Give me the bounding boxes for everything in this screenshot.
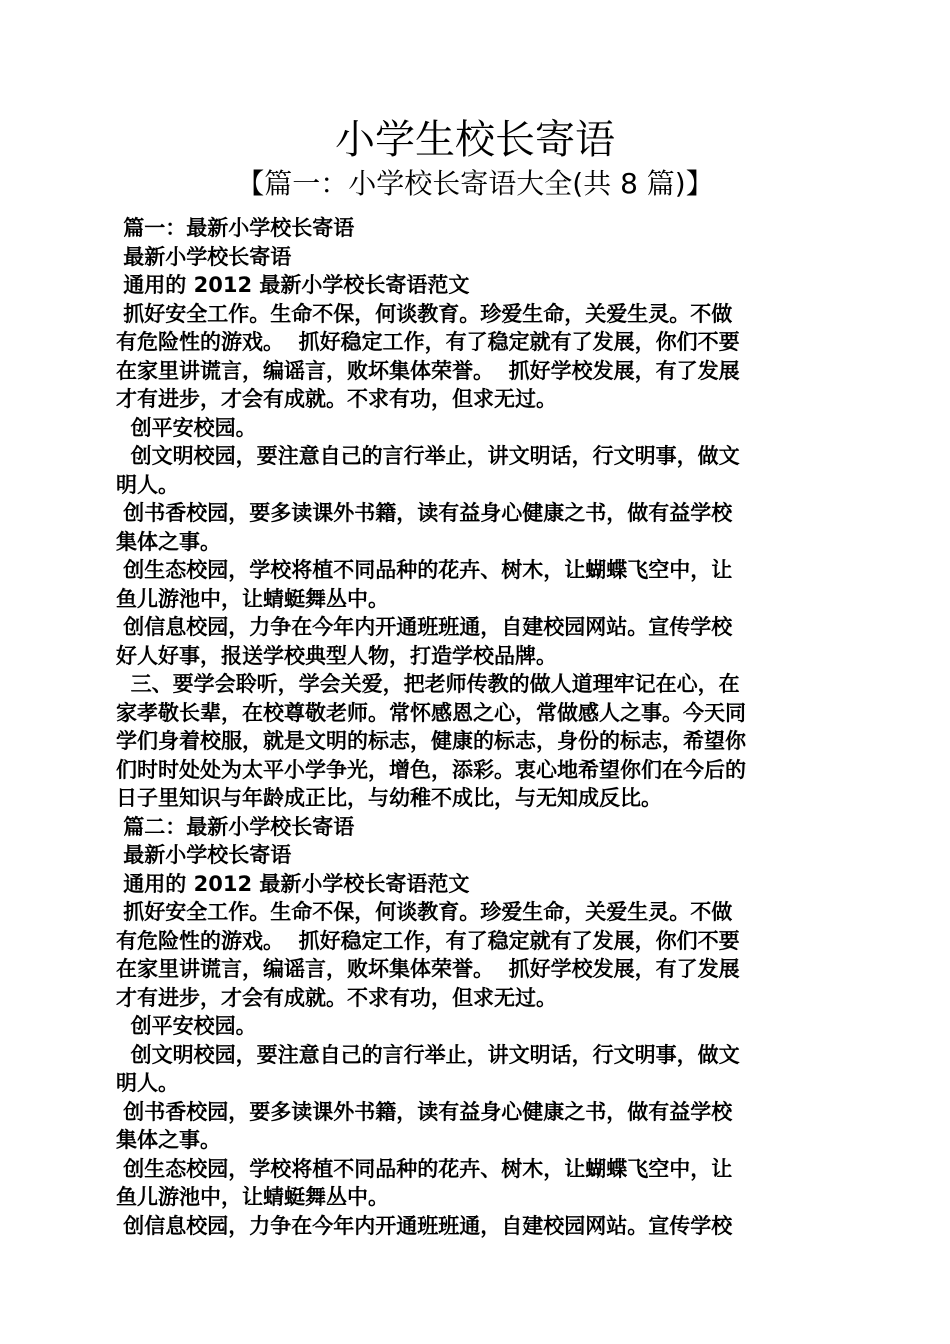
text-line: 创书香校园，要多读课外书籍，读有益身心健康之书，做有益学校 — [116, 501, 733, 525]
text-line: 们时时处处为太平小学争光，增色，添彩。衷心地希望你们在今后的 — [116, 757, 746, 782]
text-line: 明人。 — [116, 1071, 179, 1095]
text-line: 创信息校园，力争在今年内开通班班通，自建校园网站。宣传学校 — [116, 1213, 733, 1238]
text-line: 创平安校园。 — [116, 415, 257, 440]
text-line: 创生态校园，学校将植不同品种的花卉、树木，让蝴蝶飞空中，让 — [116, 558, 733, 582]
text-line: 篇二：最新小学校长寄语 — [116, 814, 355, 839]
text-line: 最新小学校长寄语 — [116, 244, 292, 269]
text-line: 集体之事。 — [116, 1128, 221, 1152]
text-line: 通用的 2012 最新小学校长寄语范文 — [116, 273, 470, 297]
text-line: 抓好安全工作。生命不保，何谈教育。珍爱生命，关爱生灵。不做 — [116, 900, 733, 924]
page-title: 小学生校长寄语 — [335, 117, 615, 163]
document-body — [116, 214, 836, 1240]
text-line: 创平安校园。 — [116, 1014, 257, 1038]
text-line: 日子里知识与年龄成正比，与幼稚不成比，与无知成反比。 — [116, 786, 662, 810]
text-line: 创生态校园，学校将植不同品种的花卉、树木，让蝴蝶飞空中，让 — [116, 1156, 733, 1181]
text-line: 篇一：最新小学校长寄语 — [116, 216, 355, 240]
text-line: 创信息校园，力争在今年内开通班班通，自建校园网站。宣传学校 — [116, 615, 733, 639]
page-subtitle: 【篇一：小学校长寄语大全(共 8 篇)】 — [236, 167, 714, 200]
text-line: 抓好安全工作。生命不保，何谈教育。珍爱生命，关爱生灵。不做 — [116, 301, 733, 326]
text-line: 才有进步，才会有成就。不求有功，但求无过。 — [116, 387, 557, 411]
text-line: 好人好事，报送学校典型人物，打造学校品牌。 — [116, 643, 557, 668]
text-line: 在家里讲谎言，编谣言，败坏集体荣誉。 抓好学校发展，有了发展 — [116, 957, 740, 981]
text-line: 家孝敬长辈，在校尊敬老师。常怀感恩之心，常做感人之事。今天同 — [116, 700, 746, 725]
text-line: 在家里讲谎言，编谣言，败坏集体荣誉。 抓好学校发展，有了发展 — [116, 358, 740, 383]
text-line: 三、要学会聆听，学会关爱，把老师传教的做人道理牢记在心，在 — [116, 672, 740, 696]
text-line: 最新小学校长寄语 — [116, 843, 292, 867]
text-line: 有危险性的游戏。 抓好稳定工作，有了稳定就有了发展，你们不要 — [116, 928, 740, 953]
text-line: 鱼儿游池中，让蜻蜓舞丛中。 — [116, 1185, 389, 1209]
text-line: 明人。 — [116, 472, 179, 497]
text-line: 才有进步，才会有成就。不求有功，但求无过。 — [116, 985, 557, 1010]
text-line: 创书香校园，要多读课外书籍，读有益身心健康之书，做有益学校 — [116, 1099, 733, 1124]
text-line: 有危险性的游戏。 抓好稳定工作，有了稳定就有了发展，你们不要 — [116, 330, 740, 354]
text-line: 学们身着校服，就是文明的标志，健康的标志，身份的标志，希望你 — [116, 729, 746, 753]
text-line: 鱼儿游池中，让蜻蜓舞丛中。 — [116, 586, 389, 611]
text-line: 创文明校园，要注意自己的言行举止，讲文明话，行文明事，做文 — [116, 1042, 740, 1067]
text-line: 集体之事。 — [116, 529, 221, 554]
text-line: 通用的 2012 最新小学校长寄语范文 — [116, 871, 470, 896]
text-line: 创文明校园，要注意自己的言行举止，讲文明话，行文明事，做文 — [116, 444, 740, 468]
